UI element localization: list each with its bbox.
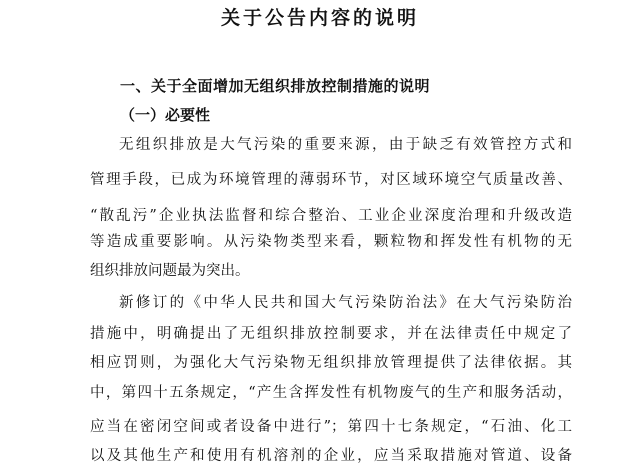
paragraph-1-line: “散乱污”企业执法监督和综合整治、工业企业深度治理和升级改造 bbox=[90, 208, 572, 224]
paragraph-2-line: 新修订的《中华人民共和国大气污染防治法》在大气污染防治 bbox=[119, 295, 572, 311]
paragraph-2-line: 中，第四十五条规定，“产生含挥发性有机物废气的生产和服务活动， bbox=[90, 385, 572, 401]
paragraph-1-line: 组织排放问题最为突出。 bbox=[90, 263, 250, 279]
document-title: 关于公告内容的说明 bbox=[220, 7, 419, 29]
paragraph-2-line: 应当在密闭空间或者设备中进行”；第四十七条规定，“石油、化工 bbox=[90, 419, 572, 435]
paragraph-1-line: 等造成重要影响。从污染物类型来看，颗粒物和挥发性有机物的无 bbox=[90, 234, 572, 250]
paragraph-2-line: 以及其他生产和使用有机溶剂的企业，应当采取措施对管道、设备 bbox=[90, 448, 572, 464]
paragraph-1-line: 管理手段，已成为环境管理的薄弱环节，对区域环境空气质量改善、 bbox=[90, 172, 572, 188]
subsection-heading: （一）必要性 bbox=[120, 106, 211, 124]
paragraph-1-line: 无组织排放是大气污染的重要来源，由于缺乏有效管控方式和 bbox=[119, 137, 572, 153]
paragraph-2-line: 相应罚则，为强化大气污染物无组织排放管理提供了法律依据。其 bbox=[90, 355, 572, 371]
paragraph-2-line: 措施中，明确提出了无组织排放控制要求，并在法律责任中规定了 bbox=[90, 326, 572, 342]
section-heading: 一、关于全面增加无组织排放控制措施的说明 bbox=[120, 77, 431, 95]
